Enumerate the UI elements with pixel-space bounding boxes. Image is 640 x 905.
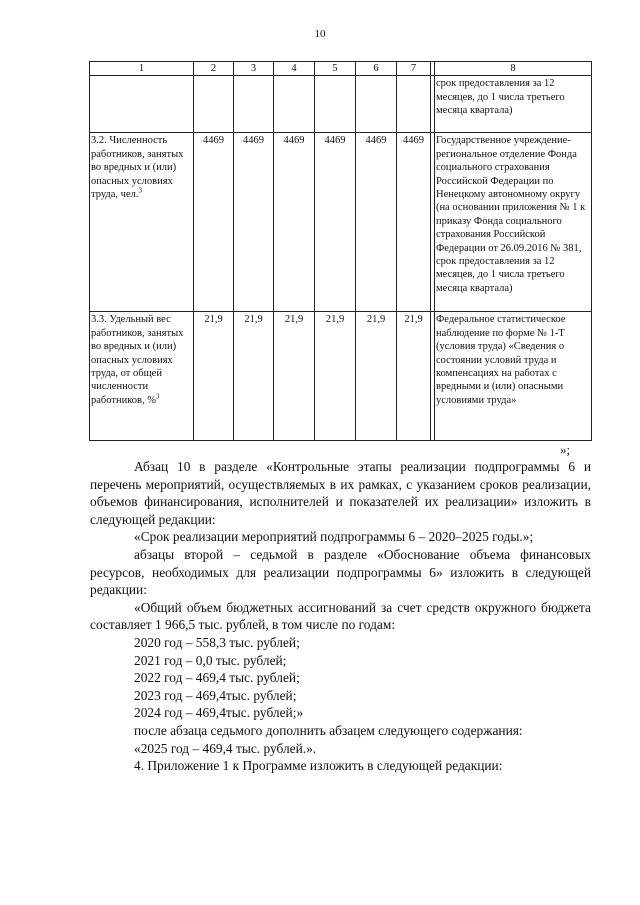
- value-cell: [397, 76, 431, 133]
- value-cell: 21,9: [397, 312, 431, 441]
- footnote-mark: 3: [138, 186, 142, 195]
- indicator-name: [90, 133, 194, 312]
- closing-quote: »;: [560, 442, 571, 457]
- column-header: 3: [234, 62, 274, 76]
- value-cell: 4469: [234, 133, 274, 312]
- value-cell: [315, 76, 356, 133]
- table-row: [90, 312, 592, 441]
- value-cell: 4469: [274, 133, 315, 312]
- paragraph: «2025 год – 469,4 тыс. рублей.».: [134, 740, 317, 756]
- column-header: 2: [194, 62, 234, 76]
- value-cell: 4469: [194, 133, 234, 312]
- value-cell: 21,9: [315, 312, 356, 441]
- data-source-cell: Государственное учреждение-региональное отделение Фонда социального страхования Российской Федерации по Ненецкому автономному округу (на основании приложения № 1 к приказу Фонда социального страхования Российской Федерации от 26.09.2016 № 381, срок предоставления за 12 месяцев, до 1 числа третьего месяца квартала): [435, 133, 592, 312]
- column-header: 1: [90, 62, 194, 76]
- value-cell: [356, 76, 397, 133]
- indicators-table: [89, 61, 592, 441]
- indicator-name: [90, 76, 194, 133]
- value-cell: 4469: [356, 133, 397, 312]
- paragraph: «Общий объем бюджетных ассигнований за счет средств окружного бюджета составляет 1 966,5 тыс. рублей, в том числе по годам:: [90, 599, 591, 633]
- value-cell: 4469: [397, 133, 431, 312]
- paragraph: после абзаца седьмого дополнить абзацем следующего содержания:: [134, 722, 523, 738]
- paragraph: 4. Приложение 1 к Программе изложить в следующей редакции:: [134, 758, 503, 774]
- column-header: 6: [356, 62, 397, 76]
- value-cell: 21,9: [194, 312, 234, 441]
- value-cell: [234, 76, 274, 133]
- indicator-name-text: 3.3. Удельный вес работников, занятых во вредных и (или) опасных условиях труда, от общей численности работников, %: [91, 314, 184, 406]
- footnote-mark: 3: [155, 392, 160, 401]
- paragraph: 2024 год – 469,4тыс. рублей;»: [134, 705, 304, 721]
- value-cell: 21,9: [274, 312, 315, 441]
- paragraph: Абзац 10 в разделе «Контрольные этапы реализации подпрограммы 6 и перечень мероприятий, осуществляемых в их рамках, с указанием сроков реализации, объемов финансирования, исполнителей и показателей их реализации» изложить в следующей редакции:: [90, 459, 591, 527]
- value-cell: 21,9: [356, 312, 397, 441]
- table-row: [90, 76, 592, 133]
- value-cell: [194, 76, 234, 133]
- paragraph: 2022 год – 469,4 тыс. рублей;: [134, 670, 300, 686]
- column-header: 7: [397, 62, 431, 76]
- indicator-name-text: 3.2. Численность работников, занятых во вредных и (или) опасных условиях труда, чел.: [91, 135, 184, 201]
- paragraph: 2021 год – 0,0 тыс. рублей;: [134, 652, 287, 668]
- table-row: [90, 133, 592, 312]
- paragraph: абзацы второй – седьмой в разделе «Обоснование объема финансовых ресурсов, необходимых для реализации подпрограммы 6» изложить в следующей редакции:: [90, 546, 591, 598]
- column-header: 5: [315, 62, 356, 76]
- column-header: 4: [274, 62, 315, 76]
- column-header: 8: [435, 62, 592, 76]
- page-number: 10: [314, 28, 326, 40]
- data-source-cell: Федеральное статистическое наблюдение по форме № 1-Т (условия труда) «Сведения о состоянии условий труда и компенсациях на работах с вредными и (или) опасными условиями труда»: [435, 312, 592, 441]
- paragraph: 2020 год – 558,3 тыс. рублей;: [134, 634, 300, 650]
- table-header-row: [90, 62, 592, 76]
- value-cell: 4469: [315, 133, 356, 312]
- value-cell: [274, 76, 315, 133]
- indicator-name: [90, 312, 194, 441]
- paragraph: 2023 год – 469,4тыс. рублей;: [134, 687, 297, 703]
- paragraph: «Срок реализации мероприятий подпрограммы 6 – 2020–2025 годы.»;: [134, 529, 534, 545]
- value-cell: 21,9: [234, 312, 274, 441]
- document-body: [90, 458, 591, 775]
- data-source-cell: срок предоставления за 12 месяцев, до 1 числа третьего месяца квартала): [435, 76, 592, 133]
